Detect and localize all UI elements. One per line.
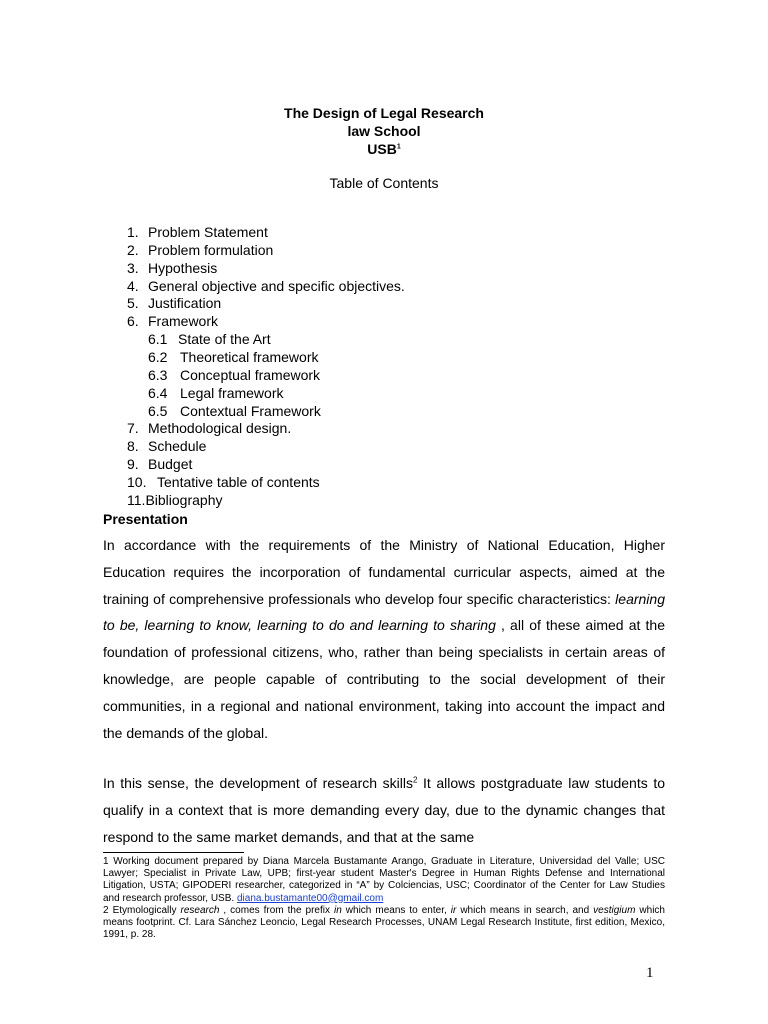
presentation-paragraph-2: [103, 770, 665, 850]
toc-item-label: Problem formulation: [148, 242, 274, 258]
toc-item[interactable]: [127, 492, 223, 510]
toc-item-number: 3.: [127, 260, 139, 276]
toc-item[interactable]: [127, 420, 291, 438]
toc-item-label: Framework: [148, 313, 219, 329]
toc-item-number: 6.2: [148, 349, 168, 365]
toc-item-label: Theoretical framework: [180, 349, 319, 365]
footnote-text: , comes from the prefix: [219, 904, 334, 916]
footnote-text: which means footprint. Cf. Lara Sánchez Leoncio, Legal Research Processes, UNAM Legal Research Institute, first edition, Mexico, 1991, p. 28.: [103, 904, 665, 941]
toc-subitem[interactable]: [148, 349, 319, 367]
toc-item-number: 6.3: [148, 367, 168, 383]
toc-item-number: 5.: [127, 295, 139, 311]
toc-item[interactable]: [127, 224, 268, 242]
footnote-email-link[interactable]: diana.bustamante00@gmail.com: [236, 892, 384, 904]
toc-item-number: 11.: [127, 492, 146, 508]
footnote-separator: [103, 852, 244, 853]
footnote-ref-1[interactable]: 1: [396, 143, 401, 151]
toc-subitem[interactable]: [148, 367, 320, 385]
footnote-text: 2 Etymologically: [103, 904, 181, 916]
footnote-text: which means to enter,: [341, 904, 451, 916]
footnote-italic-term: ir: [450, 904, 457, 916]
toc-item-number: 4.: [127, 278, 139, 294]
page-number: 1: [646, 965, 654, 981]
toc-item[interactable]: [127, 260, 217, 278]
toc-item-number: 1.: [127, 224, 139, 240]
paragraph-text: , all of these aimed at the foundation of professional citizens, who, rather than being specialists in certain areas of knowledge, are people capable of contributing to the social development of their communities, in a regional and national environment, taking into account the impact and the demands of the global.: [103, 617, 665, 741]
toc-item-label: Problem Statement: [148, 224, 268, 240]
toc-item-label: Justification: [148, 295, 222, 311]
footnote-text: which means in search, and: [456, 904, 594, 916]
toc-item-label: Hypothesis: [148, 260, 218, 276]
toc-item-label: Legal framework: [180, 385, 284, 401]
document-title-line-2: law School: [347, 123, 421, 139]
toc-item-number: 2.: [127, 242, 139, 258]
toc-item-label: General objective and specific objectives.: [148, 278, 405, 294]
toc-subitem[interactable]: [148, 403, 321, 421]
toc-item[interactable]: [127, 474, 320, 492]
toc-item[interactable]: [127, 278, 405, 296]
footnote-italic-term: research: [180, 904, 220, 916]
toc-item-number: 6.5: [148, 403, 168, 419]
toc-item-label: State of the Art: [178, 331, 271, 347]
toc-item-label: Schedule: [148, 438, 207, 454]
toc-item-number: 6.: [127, 313, 139, 329]
toc-item[interactable]: [127, 295, 221, 313]
presentation-heading: Presentation: [103, 511, 188, 527]
toc-item-label: Budget: [148, 456, 193, 472]
toc-subitem[interactable]: [148, 331, 271, 349]
document-title-line-1: The Design of Legal Research: [284, 105, 484, 121]
toc-heading: Table of Contents: [329, 175, 439, 191]
toc-item-label: Methodological design.: [148, 420, 292, 436]
footnote-1: [103, 856, 665, 905]
document-title-line-3: [0, 141, 768, 159]
toc-item-label: Conceptual framework: [180, 367, 321, 383]
toc-subitem[interactable]: [148, 385, 284, 403]
toc-item[interactable]: [127, 242, 273, 260]
document-title-usb: USB: [367, 141, 397, 157]
paragraph-text: In accordance with the requirements of the Ministry of National Education, Higher Education requires the incorporation of fundamental curricular aspects, aimed at the training of comprehensive professionals who develop four specific characteristics:: [103, 537, 665, 607]
toc-item[interactable]: [127, 438, 206, 456]
toc-item-label: Contextual Framework: [180, 403, 321, 419]
footnote-ref-2[interactable]: 2: [412, 775, 418, 785]
footnote-2: [103, 905, 665, 942]
paragraph-text: In this sense, the development of research skills: [103, 775, 413, 791]
footnotes: [103, 856, 665, 941]
footnote-italic-term: vestigium: [593, 904, 636, 916]
paragraph-italic-text: learning to be, learning to know, learning to do and learning to sharing: [103, 590, 665, 634]
toc-item-label: Bibliography: [145, 492, 223, 508]
toc-item-number: 9.: [127, 456, 139, 472]
toc-item-number: 6.4: [148, 385, 168, 401]
toc-item-number: 8.: [127, 438, 139, 454]
toc-item[interactable]: [127, 313, 218, 331]
footnote-text: 1 Working document prepared by Diana Marcela Bustamante Arango, Graduate in Literature, Universidad del Valle; USC Lawyer; Specialist in Private Law, UPB; first-year student Master's Degree in Human Rights Defense and International Litigation, USTA; GIPODERI researcher, categorized in “A” by Colciencias, USC; Coordinator of the Center for Law Studies and research professor, USB.: [103, 856, 665, 904]
toc-item-label: Tentative table of contents: [157, 474, 320, 490]
presentation-paragraph-1: [103, 532, 665, 746]
paragraph-text: It allows postgraduate law students to qualify in a context that is more demanding every day, due to the dynamic changes that respond to the same market demands, and that at the same: [103, 775, 665, 845]
toc-item-number: 10.: [127, 474, 147, 490]
toc-item-number: 6.1: [148, 331, 168, 347]
toc-item-number: 7.: [127, 420, 139, 436]
toc-item[interactable]: [127, 456, 192, 474]
footnote-italic-term: in: [334, 904, 342, 916]
